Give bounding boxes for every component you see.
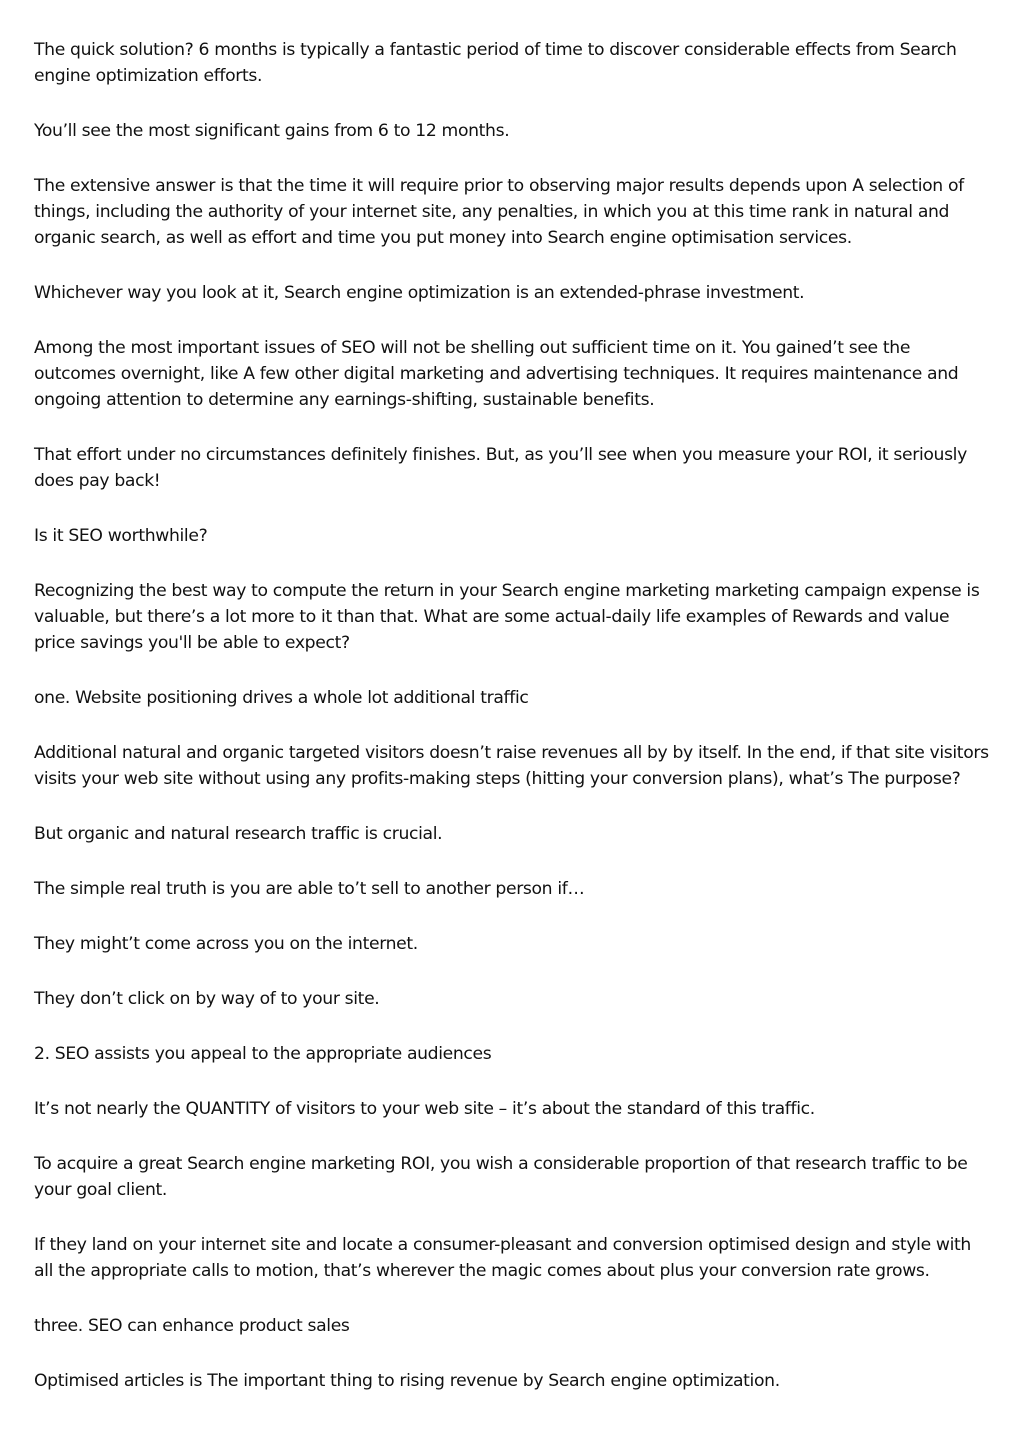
paragraph: The quick solution? 6 months is typically a fantastic period of time to discover considerable effects from Search engine optimization efforts. xyxy=(34,40,957,86)
paragraph: Among the most important issues of SEO will not be shelling out sufficient time on it. You gained’t see the outcomes overnight, like A few other digital marketing and advertising techniques. It requires maintenance and ongoing attention to determine any earnings-shifting, sustainable benefits. xyxy=(34,338,959,410)
paragraph: They might’t come across you on the internet. xyxy=(34,934,418,954)
subheading: three. SEO can enhance product sales xyxy=(34,1316,350,1336)
paragraph: Recognizing the best way to compute the return in your Search engine marketing marketing campaign expense is valuable, but there’s a lot more to it than that. What are some actual-daily life examples of Rewards and value price savings you'll be able to expect? xyxy=(34,581,980,653)
paragraph: If they land on your internet site and locate a consumer-pleasant and conversion optimised design and style with all the appropriate calls to motion, that’s wherever the magic comes about plus your conversion rate grows. xyxy=(34,1235,971,1281)
paragraph: But organic and natural research traffic is crucial. xyxy=(34,824,443,844)
paragraph: That effort under no circumstances definitely finishes. But, as you’ll see when you measure your ROI, it seriously does pay back! xyxy=(34,445,967,491)
paragraph: They don’t click on by way of to your site. xyxy=(34,989,380,1009)
paragraph: Whichever way you look at it, Search engine optimization is an extended-phrase investment. xyxy=(34,283,805,303)
paragraph: You’ll see the most significant gains from 6 to 12 months. xyxy=(34,121,510,141)
subheading: one. Website positioning drives a whole lot additional traffic xyxy=(34,688,529,708)
paragraph: Additional natural and organic targeted visitors doesn’t raise revenues all by by itself. In the end, if that site visitors visits your web site without using any profits-making steps (hitting your conversion plans), what’s The purpose? xyxy=(34,743,989,789)
paragraph: To acquire a great Search engine marketing ROI, you wish a considerable proportion of that research traffic to be your goal client. xyxy=(34,1154,968,1200)
paragraph: The simple real truth is you are able to’t sell to another person if… xyxy=(34,879,585,899)
paragraph: It’s not nearly the QUANTITY of visitors to your web site – it’s about the standard of this traffic. xyxy=(34,1099,815,1119)
subheading: 2. SEO assists you appeal to the appropriate audiences xyxy=(34,1044,492,1064)
paragraph: Optimised articles is The important thing to rising revenue by Search engine optimization. xyxy=(34,1371,780,1391)
subheading: Is it SEO worthwhile? xyxy=(34,526,208,546)
paragraph: The extensive answer is that the time it will require prior to observing major results depends upon A selection of things, including the authority of your internet site, any penalties, in which you at this time rank in natural and organic search, as well as effort and time you put money into Search engine optimisation services. xyxy=(34,176,964,248)
